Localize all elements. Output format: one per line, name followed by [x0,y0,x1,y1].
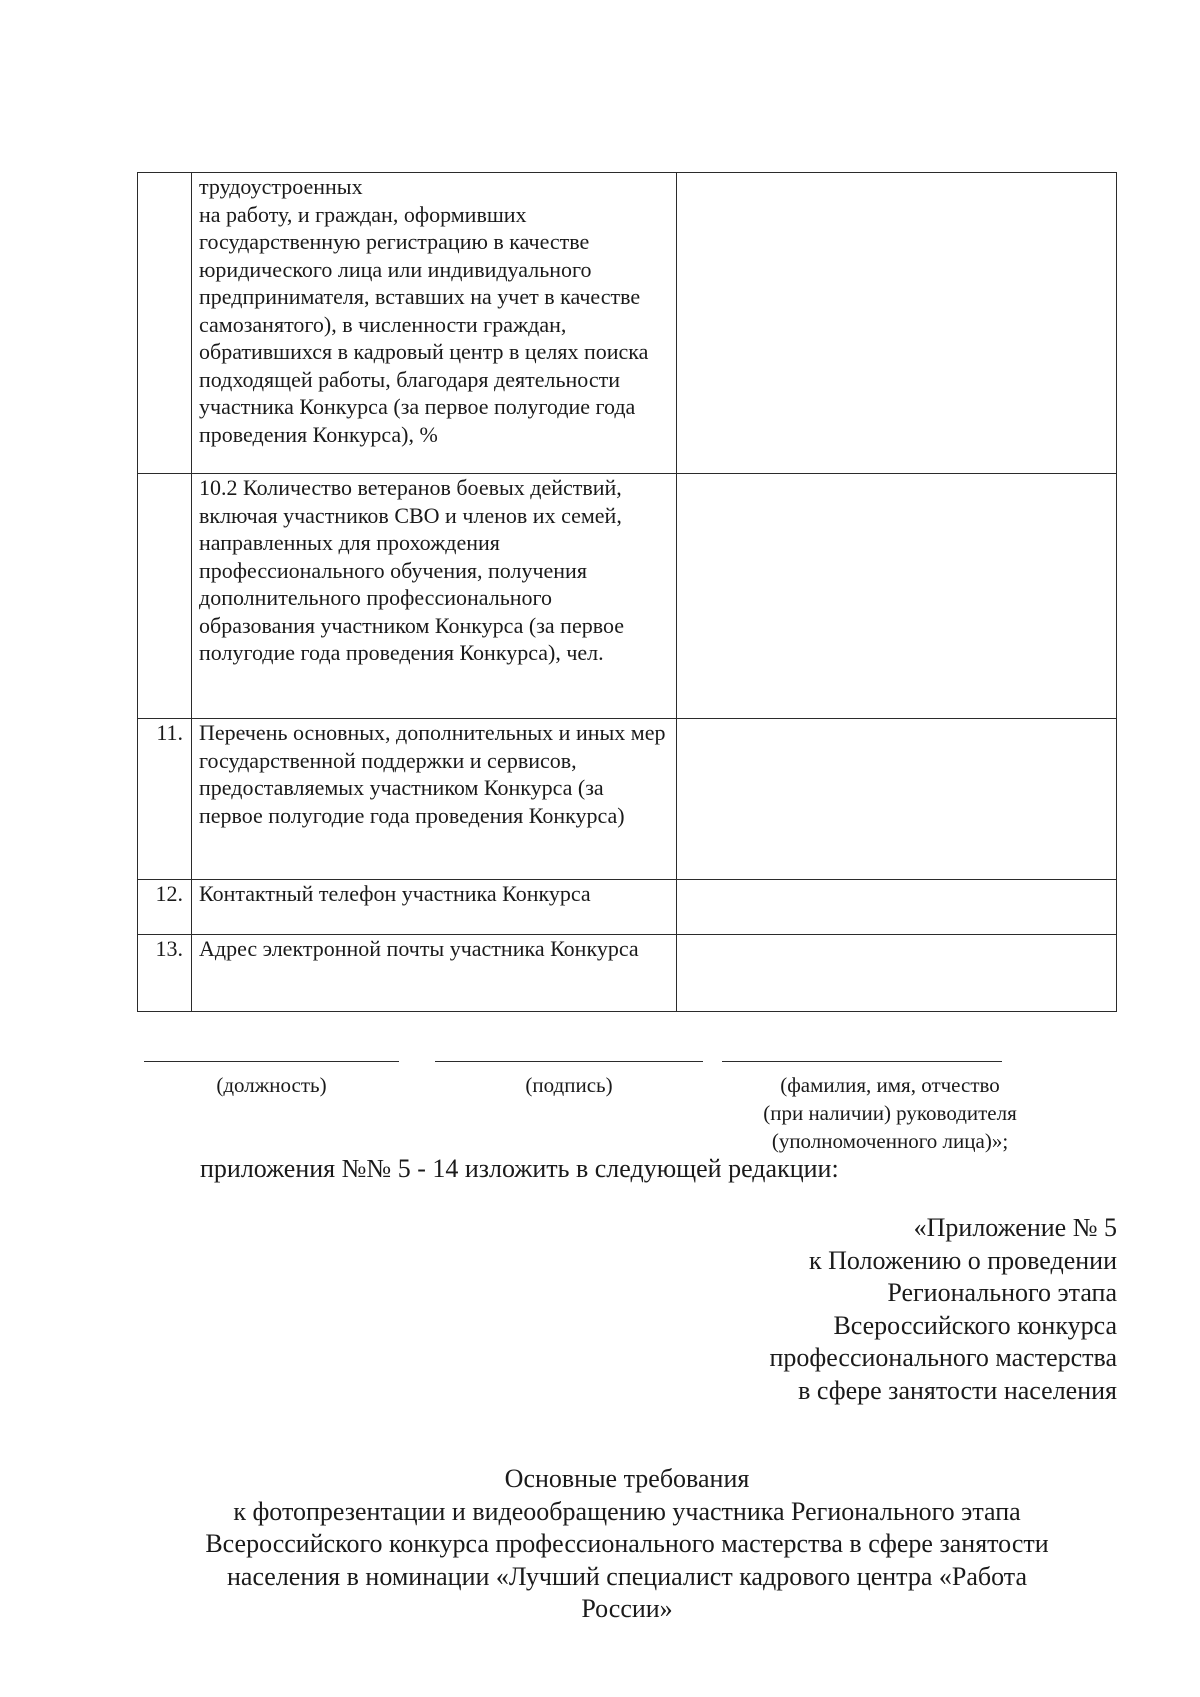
row-description: Перечень основных, дополнительных и иных мер государственной поддержки и сервисов, предоставляемых участником Конкурса (за первое полугодие года проведения Конкурса) [199,720,666,828]
row-description: трудоустроенных на работу, и граждан, оформивших государственную регистрацию в качестве юридического лица или индивидуального предпринимателя, вставших на учет в качестве самозанятого), в численности граждан, обратившихся в кадровый центр в целях поиска подходящей работы, благодаря деятельности участника Конкурса (за первое полугодие года проведения Конкурса), % [199,174,649,447]
position-signature-line [144,1061,399,1062]
table-row [138,719,1117,880]
row-description-cell [192,474,677,719]
row-number-cell [138,935,192,1012]
annex-line: «Приложение № 5 [913,1213,1117,1242]
table-row [138,474,1117,719]
row-number: 13. [155,936,183,961]
row-value-cell [677,719,1117,880]
row-value-cell [677,173,1117,474]
heading-line: населения в номинации «Лучший специалист кадрового центра «Работа [226,1561,1028,1591]
row-description-cell [192,719,677,880]
annex-line: Всероссийского конкурса [833,1310,1117,1340]
row-number-cell [138,173,192,474]
row-number: 12. [155,881,183,906]
row-description: Контактный телефон участника Конкурса [199,881,591,906]
position-caption: (должность) [216,1073,327,1097]
row-number-cell [138,719,192,880]
signature-line [435,1061,703,1062]
row-description: Адрес электронной почты участника Конкурса [199,936,639,961]
application-table [137,172,1117,1012]
table-row [138,935,1117,1012]
annex-line: профессионального мастерства [769,1343,1117,1372]
name-caption: (фамилия, имя, отчество (при наличии) руководителя (уполномоченного лица)»; [763,1073,1017,1153]
table-row [138,880,1117,935]
heading-line: к фотопрезентации и видеообращению участника Регионального этапа [233,1496,1021,1526]
signature-caption: (подпись) [525,1073,613,1097]
row-value-cell [677,474,1117,719]
row-number-cell [138,880,192,935]
row-description-cell [192,880,677,935]
name-signature-line [722,1061,1002,1062]
row-value-cell [677,935,1117,1012]
row-number-cell [138,474,192,719]
annex-line: Регионального этапа [887,1278,1117,1307]
table-row [138,173,1117,474]
document-heading [137,1463,1117,1626]
annex-line: к Положению о проведении [808,1245,1117,1275]
row-number: 11. [156,720,183,745]
annex-header [557,1212,1117,1407]
row-description: 10.2 Количество ветеранов боевых действий, включая участников СВО и членов их семей, направленных для прохождения профессионального обучения, получения дополнительного профессионального образования участником Конкурса (за первое полугодие года проведения Конкурса), чел. [199,475,624,665]
row-value-cell [677,880,1117,935]
annex-line: в сфере занятости населения [798,1375,1117,1405]
row-description-cell [192,173,677,474]
row-description-cell [192,935,677,1012]
heading-line: Всероссийского конкурса профессионального мастерства в сфере занятости [205,1529,1049,1558]
heading-line: Основные требования [504,1464,750,1493]
amendment-paragraph: приложения №№ 5 - 14 изложить в следующей редакции: [200,1154,839,1183]
heading-line: России» [581,1594,673,1623]
